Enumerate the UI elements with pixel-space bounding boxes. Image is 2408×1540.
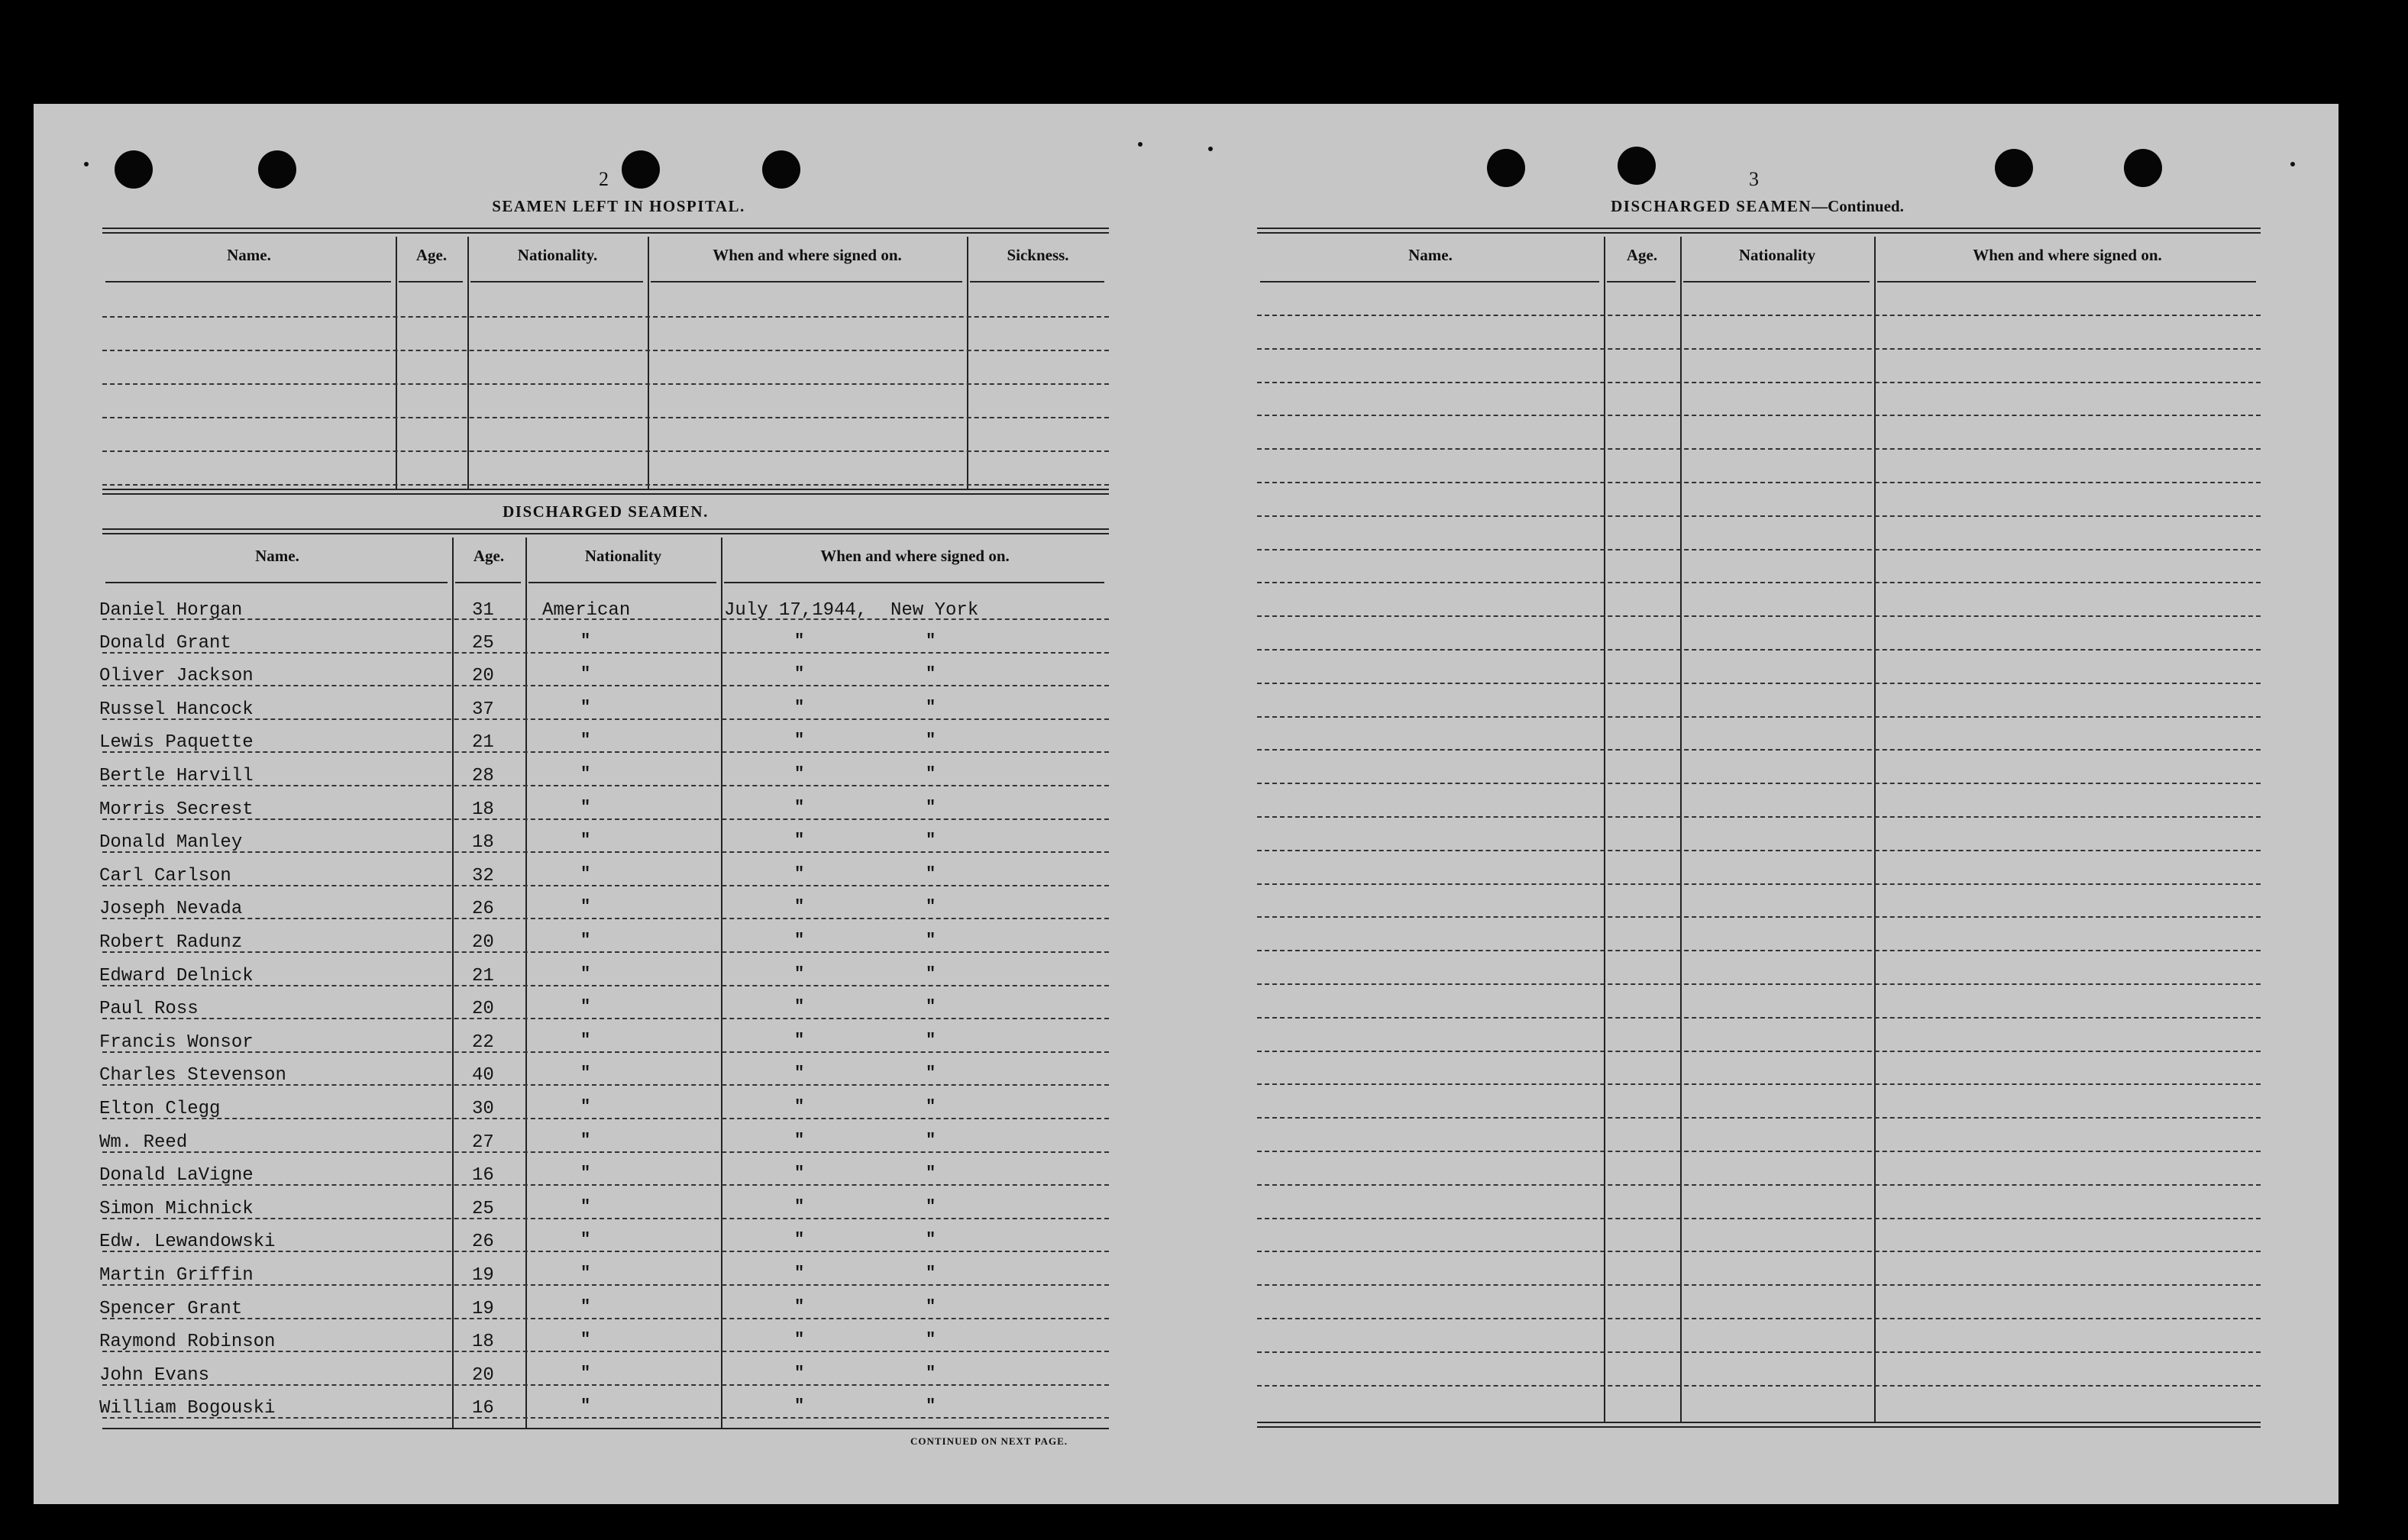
right-blank-line — [1257, 649, 2261, 651]
hospital-header-rule — [651, 281, 962, 282]
ditto-place: " — [926, 698, 936, 717]
discharged-row-line — [102, 751, 1109, 753]
discharged-col-divider — [452, 538, 454, 1428]
ditto-nationality: " — [580, 997, 591, 1016]
right-blank-line — [1257, 916, 2261, 918]
ditto-date: " — [794, 831, 805, 850]
seaman-age: 32 — [472, 866, 494, 886]
discharged-col-header: Nationality — [584, 547, 662, 565]
seaman-name: Robert Radunz — [99, 932, 243, 953]
discharged-col-header: When and where signed on. — [820, 547, 1010, 565]
seaman-age: 16 — [472, 1165, 494, 1186]
discharged-row-line — [102, 685, 1109, 686]
ditto-date: " — [794, 1064, 805, 1083]
ditto-nationality: " — [580, 964, 591, 983]
seaman-age: 30 — [472, 1099, 494, 1119]
ditto-nationality: " — [580, 1330, 591, 1349]
discharged-header-rule — [105, 582, 448, 583]
right-bottom-rule — [1257, 1422, 2261, 1428]
right-blank-line — [1257, 1351, 2261, 1353]
right-blank-line — [1257, 850, 2261, 851]
discharged-top-rule — [102, 528, 1109, 534]
hospital-bottom-rule — [102, 489, 1109, 495]
right-blank-line — [1257, 315, 2261, 316]
ditto-place: " — [926, 1097, 936, 1116]
seaman-name: Francis Wonsor — [99, 1032, 254, 1053]
right-blank-line — [1257, 716, 2261, 718]
seaman-name: John Evans — [99, 1365, 210, 1386]
ditto-place: " — [926, 1364, 936, 1383]
punch-hole — [2124, 149, 2162, 187]
hospital-blank-line — [102, 383, 1109, 385]
first-row-signed-date: July 17,1944, — [724, 600, 868, 621]
punch-hole — [762, 150, 800, 189]
right-blank-line — [1257, 1184, 2261, 1186]
discharged-header-rule — [455, 582, 521, 583]
discharged-row-line — [102, 785, 1109, 786]
ditto-place: " — [926, 664, 936, 683]
seaman-age: 25 — [472, 1199, 494, 1219]
seaman-age: 28 — [472, 766, 494, 786]
seaman-name: Paul Ross — [99, 999, 199, 1019]
ditto-place: " — [926, 1264, 936, 1283]
ditto-nationality: " — [580, 1031, 591, 1050]
right-col-header: Name. — [1408, 246, 1453, 264]
hospital-top-rule — [102, 228, 1109, 234]
right-blank-line — [1257, 448, 2261, 450]
ditto-nationality: " — [580, 931, 591, 950]
discharged-row-line — [102, 818, 1109, 820]
punch-hole — [1995, 149, 2033, 187]
hospital-blank-line — [102, 350, 1109, 351]
right-blank-line — [1257, 749, 2261, 751]
ditto-place: " — [926, 864, 936, 883]
ditto-nationality: " — [580, 831, 591, 850]
right-blank-line — [1257, 1284, 2261, 1286]
hospital-section-title: SEAMEN LEFT IN HOSPITAL. — [492, 197, 745, 215]
ditto-place: " — [926, 1297, 936, 1316]
right-blank-line — [1257, 1017, 2261, 1019]
seaman-age: 19 — [472, 1299, 494, 1319]
seaman-name: Raymond Robinson — [99, 1332, 276, 1352]
punch-hole — [1487, 149, 1525, 187]
ditto-nationality: " — [580, 1396, 591, 1416]
discharged-row-line — [102, 1218, 1109, 1219]
ditto-date: " — [794, 1230, 805, 1249]
ditto-date: " — [794, 1330, 805, 1349]
right-blank-line — [1257, 348, 2261, 350]
seaman-name: Edw. Lewandowski — [99, 1232, 276, 1252]
discharged-col-header: Age. — [473, 547, 505, 565]
seaman-name: Edward Delnick — [99, 966, 254, 986]
seaman-age: 26 — [472, 899, 494, 919]
right-blank-line — [1257, 415, 2261, 416]
first-row-age: 31 — [472, 600, 494, 621]
ditto-nationality: " — [580, 1164, 591, 1183]
ditto-nationality: " — [580, 1230, 591, 1249]
ditto-date: " — [794, 798, 805, 817]
punch-hole — [622, 150, 660, 189]
page-number-left: 2 — [599, 168, 609, 190]
right-blank-line — [1257, 549, 2261, 550]
right-blank-line — [1257, 482, 2261, 483]
discharged-row-line — [102, 851, 1109, 853]
seaman-age: 40 — [472, 1065, 494, 1086]
ditto-place: " — [926, 1330, 936, 1349]
ditto-place: " — [926, 1164, 936, 1183]
ditto-date: " — [794, 897, 805, 916]
seaman-age: 20 — [472, 999, 494, 1019]
ditto-date: " — [794, 1197, 805, 1216]
seaman-name: Russel Hancock — [99, 699, 254, 720]
seaman-name: Elton Clegg — [99, 1099, 221, 1119]
hospital-blank-line — [102, 484, 1109, 486]
discharged-row-line — [102, 1151, 1109, 1153]
ditto-nationality: " — [580, 1064, 591, 1083]
ditto-date: " — [794, 864, 805, 883]
hospital-blank-line — [102, 450, 1109, 452]
right-blank-line — [1257, 1385, 2261, 1387]
page-number-right: 3 — [1749, 168, 1759, 190]
right-blank-line — [1257, 1218, 2261, 1219]
seaman-age: 37 — [472, 699, 494, 720]
ditto-nationality: " — [580, 1264, 591, 1283]
right-blank-line — [1257, 950, 2261, 951]
continued-note: CONTINUED ON NEXT PAGE. — [910, 1435, 1068, 1447]
right-blank-line — [1257, 1251, 2261, 1252]
ditto-nationality: " — [580, 664, 591, 683]
right-blank-line — [1257, 515, 2261, 517]
seaman-age: 20 — [472, 1365, 494, 1386]
discharged-row-line — [102, 1184, 1109, 1186]
ditto-place: " — [926, 731, 936, 750]
discharged-row-line — [102, 1051, 1109, 1053]
hospital-header-rule — [970, 281, 1104, 282]
hospital-col-header: Age. — [415, 246, 448, 264]
speck — [2290, 162, 2295, 166]
discharged-row-line — [102, 1018, 1109, 1019]
seaman-name: Charles Stevenson — [99, 1065, 286, 1086]
seaman-age: 19 — [472, 1265, 494, 1286]
ditto-place: " — [926, 1396, 936, 1416]
first-row-name: Daniel Horgan — [99, 600, 243, 621]
right-col-header: When and where signed on. — [1973, 246, 2162, 264]
discharged-row-line — [102, 918, 1109, 919]
right-col-header: Age. — [1626, 246, 1658, 264]
seaman-age: 27 — [472, 1132, 494, 1153]
ditto-date: " — [794, 1097, 805, 1116]
hospital-col-header: Name. — [227, 246, 271, 264]
speck — [1208, 147, 1213, 151]
discharged-row-line — [102, 951, 1109, 953]
ditto-place: " — [926, 1230, 936, 1249]
seaman-name: Donald LaVigne — [99, 1165, 254, 1186]
right-blank-line — [1257, 582, 2261, 583]
discharged-header-rule — [528, 582, 716, 583]
ditto-place: " — [926, 1064, 936, 1083]
ditto-place: " — [926, 964, 936, 983]
right-header-rule — [1607, 281, 1676, 282]
ditto-place: " — [926, 997, 936, 1016]
ditto-place: " — [926, 631, 936, 651]
seaman-name: Morris Secrest — [99, 799, 254, 820]
seaman-name: Oliver Jackson — [99, 666, 254, 686]
right-top-rule — [1257, 228, 2261, 234]
right-blank-line — [1257, 883, 2261, 885]
discharged-col-divider — [721, 538, 722, 1428]
seaman-age: 21 — [472, 966, 494, 986]
seaman-name: Donald Manley — [99, 832, 243, 853]
seaman-age: 18 — [472, 1332, 494, 1352]
ditto-date: " — [794, 1031, 805, 1050]
seaman-name: Spencer Grant — [99, 1299, 243, 1319]
right-blank-line — [1257, 382, 2261, 383]
ditto-nationality: " — [580, 864, 591, 883]
right-col-header: Nationality — [1738, 246, 1816, 264]
ditto-date: " — [794, 1131, 805, 1150]
hospital-col-header: Sickness. — [1007, 246, 1069, 264]
seaman-age: 16 — [472, 1398, 494, 1419]
ditto-nationality: " — [580, 1297, 591, 1316]
right-blank-line — [1257, 1151, 2261, 1152]
right-title-suffix: —Continued. — [1812, 197, 1904, 215]
right-header-rule — [1683, 281, 1870, 282]
seaman-age: 26 — [472, 1232, 494, 1252]
discharged-row-line — [102, 885, 1109, 886]
discharged-header-rule — [724, 582, 1104, 583]
ditto-date: " — [794, 631, 805, 651]
ditto-nationality: " — [580, 631, 591, 651]
ditto-nationality: " — [580, 1097, 591, 1116]
right-header-rule — [1260, 281, 1599, 282]
ditto-date: " — [794, 964, 805, 983]
seaman-name: Lewis Paquette — [99, 732, 254, 753]
speck — [1138, 142, 1143, 147]
discharged-row-line — [102, 1384, 1109, 1386]
right-blank-line — [1257, 1083, 2261, 1085]
right-blank-line — [1257, 615, 2261, 617]
ditto-place: " — [926, 764, 936, 783]
first-row-nationality: American — [542, 600, 631, 621]
discharged-row-line — [102, 985, 1109, 986]
seaman-name: Wm. Reed — [99, 1132, 188, 1153]
seaman-age: 20 — [472, 932, 494, 953]
ditto-nationality: " — [580, 1131, 591, 1150]
speck — [84, 162, 89, 166]
ditto-place: " — [926, 1197, 936, 1216]
seaman-age: 20 — [472, 666, 494, 686]
ditto-date: " — [794, 764, 805, 783]
hospital-col-header: Nationality. — [517, 246, 598, 264]
discharged-row-line — [102, 718, 1109, 720]
seaman-age: 21 — [472, 732, 494, 753]
discharged-row-line — [102, 652, 1109, 654]
right-blank-line — [1257, 1051, 2261, 1052]
seaman-age: 25 — [472, 633, 494, 654]
right-blank-line — [1257, 1318, 2261, 1319]
ditto-place: " — [926, 1131, 936, 1150]
ditto-date: " — [794, 1164, 805, 1183]
right-section-title — [1257, 197, 2258, 216]
hospital-header-rule — [105, 281, 391, 282]
ditto-date: " — [794, 731, 805, 750]
seaman-age: 22 — [472, 1032, 494, 1053]
first-row-signed-place: New York — [890, 600, 979, 621]
hospital-col-header: When and where signed on. — [713, 246, 902, 264]
discharged-bottom-rule — [102, 1428, 1109, 1429]
discharged-row-line — [102, 1318, 1109, 1319]
ditto-date: " — [794, 997, 805, 1016]
ditto-place: " — [926, 931, 936, 950]
ditto-date: " — [794, 931, 805, 950]
ditto-date: " — [794, 1264, 805, 1283]
right-title-main: DISCHARGED SEAMEN — [1611, 197, 1812, 215]
punch-hole — [1618, 147, 1656, 185]
hospital-header-rule — [399, 281, 463, 282]
punch-hole — [115, 150, 153, 189]
seaman-name: Joseph Nevada — [99, 899, 243, 919]
ditto-nationality: " — [580, 1364, 591, 1383]
right-blank-line — [1257, 1117, 2261, 1119]
ditto-nationality: " — [580, 731, 591, 750]
hospital-blank-line — [102, 417, 1109, 418]
seaman-age: 18 — [472, 799, 494, 820]
seaman-name: Donald Grant — [99, 633, 231, 654]
ditto-place: " — [926, 831, 936, 850]
right-blank-line — [1257, 983, 2261, 985]
discharged-col-divider — [525, 538, 527, 1428]
ditto-place: " — [926, 1031, 936, 1050]
ditto-nationality: " — [580, 897, 591, 916]
right-blank-line — [1257, 816, 2261, 818]
ditto-date: " — [794, 1297, 805, 1316]
seaman-name: Bertle Harvill — [99, 766, 254, 786]
ditto-date: " — [794, 664, 805, 683]
discharged-row-line — [102, 1118, 1109, 1119]
right-blank-line — [1257, 683, 2261, 684]
right-header-rule — [1877, 281, 2256, 282]
ditto-place: " — [926, 897, 936, 916]
discharged-col-header: Name. — [255, 547, 299, 565]
discharged-section-title: DISCHARGED SEAMEN. — [503, 502, 709, 521]
ditto-place: " — [926, 798, 936, 817]
hospital-header-rule — [470, 281, 643, 282]
ditto-nationality: " — [580, 764, 591, 783]
ditto-date: " — [794, 698, 805, 717]
ditto-nationality: " — [580, 1197, 591, 1216]
ditto-nationality: " — [580, 798, 591, 817]
punch-hole — [258, 150, 296, 189]
seaman-name: Carl Carlson — [99, 866, 231, 886]
seaman-name: Simon Michnick — [99, 1199, 254, 1219]
ditto-date: " — [794, 1364, 805, 1383]
seaman-name: Martin Griffin — [99, 1265, 254, 1286]
seaman-age: 18 — [472, 832, 494, 853]
hospital-blank-line — [102, 316, 1109, 318]
ditto-date: " — [794, 1396, 805, 1416]
ditto-nationality: " — [580, 698, 591, 717]
discharged-row-line — [102, 1284, 1109, 1286]
right-blank-line — [1257, 783, 2261, 784]
seaman-name: William Bogouski — [99, 1398, 276, 1419]
